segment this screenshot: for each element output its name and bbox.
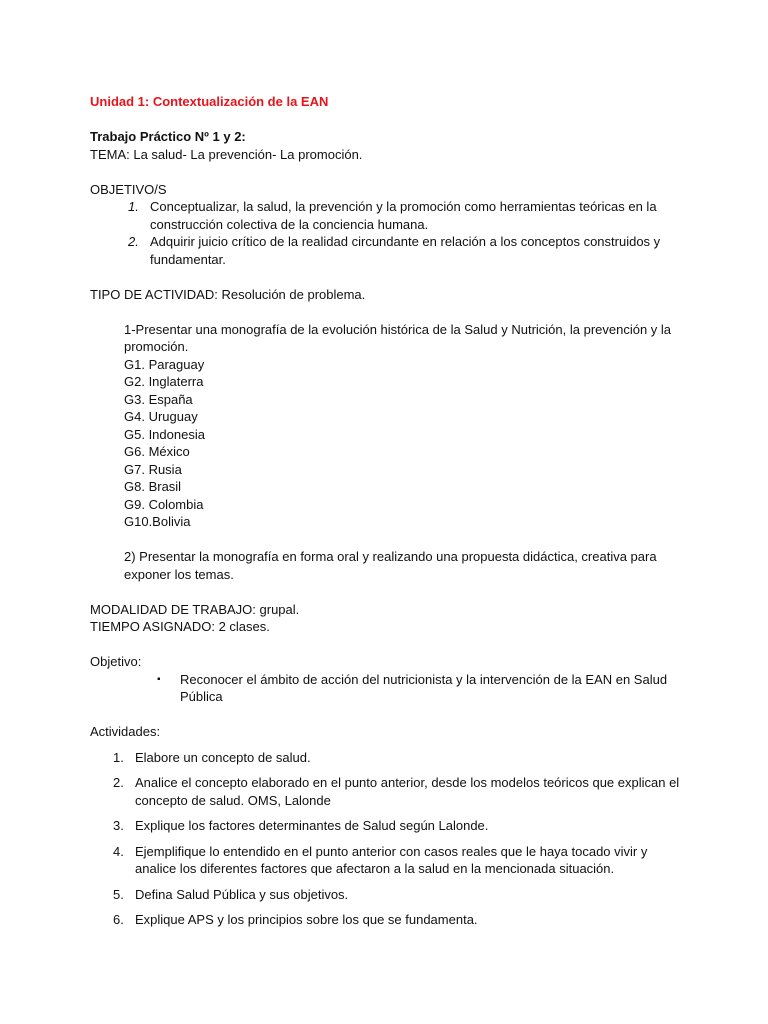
spacer	[90, 303, 690, 321]
objetivos-heading: OBJETIVO/S	[90, 181, 167, 197]
actividad-number: 1.	[113, 749, 124, 765]
unit-title: Unidad 1: Contextualización de la EAN	[90, 94, 329, 109]
group-item: G7. Rusia	[124, 461, 182, 477]
spacer	[90, 741, 690, 749]
actividades-list	[90, 749, 690, 929]
group-item: G10.Bolivia	[124, 514, 191, 529]
actividad-item	[90, 886, 690, 904]
actividades-heading: Actividades:	[90, 724, 161, 739]
spacer	[90, 636, 690, 654]
tiempo: TIEMPO ASIGNADO: 2 clases.	[90, 619, 270, 634]
group-item: G6. México	[124, 444, 190, 459]
spacer	[90, 706, 690, 724]
actividad-number: 5.	[113, 886, 124, 902]
actividad-number: 6.	[113, 912, 124, 927]
modalidad: MODALIDAD DE TRABAJO: grupal.	[90, 601, 300, 617]
group-item: G5. Indonesia	[124, 426, 205, 442]
spacer	[90, 583, 690, 601]
spacer	[124, 531, 690, 549]
objetivo-item	[90, 233, 690, 268]
actividad-item	[90, 774, 690, 809]
actividad-item	[90, 749, 690, 767]
objetivo-item	[90, 198, 690, 233]
task-block	[90, 321, 690, 584]
actividad-number: 3.	[113, 818, 124, 833]
objetivos-list	[90, 198, 690, 268]
actividad-number: 4.	[113, 843, 124, 859]
actividad-text: Explique APS y los principios sobre los que se fundamenta.	[135, 912, 478, 927]
actividad-text: Defina Salud Pública y sus objetivos.	[135, 886, 349, 902]
objetivo2-text: Reconocer el ámbito de acción del nutricionista y la intervención de la EAN en Salud Pública	[180, 671, 668, 704]
tema-line: TEMA: La salud- La prevención- La promoción.	[90, 146, 363, 162]
group-item: G2. Inglaterra	[124, 374, 204, 389]
actividad-text: Analice el concepto elaborado en el punto anterior, desde los modelos teóricos que explican el concepto de salud. OMS, Lalonde	[135, 775, 680, 808]
group-item: G1. Paraguay	[124, 356, 205, 372]
tipo-actividad: TIPO DE ACTIVIDAD: Resolución de problema.	[90, 286, 366, 302]
actividad-text: Elabore un concepto de salud.	[135, 749, 311, 765]
objetivo-text: Adquirir juicio crítico de la realidad circundante en relación a los conceptos construidos y fundamentar.	[150, 234, 661, 267]
spacer	[90, 111, 690, 129]
groups-list	[124, 356, 690, 531]
actividad-item	[90, 843, 690, 878]
spacer	[90, 268, 690, 286]
group-item: G8. Brasil	[124, 479, 182, 494]
objetivo-number: 2.	[128, 234, 139, 249]
objetivo2-item	[90, 671, 690, 706]
square-bullet-icon: ▪	[157, 673, 161, 685]
task-2: 2) Presentar la monografía en forma oral y realizando una propuesta didáctica, creativa para exponer los temas.	[124, 549, 657, 582]
objetivo-number: 1.	[128, 199, 139, 214]
task-1: 1-Presentar una monografía de la evolución histórica de la Salud y Nutrición, la prevención y la promoción.	[124, 321, 672, 354]
document-page	[90, 93, 690, 937]
spacer	[90, 163, 690, 181]
actividad-text: Ejemplifique lo entendido en el punto anterior con casos reales que le haya tocado vivir y analice los diferentes factores que afectaron a la salud en la mencionada situación.	[135, 843, 648, 876]
actividad-number: 2.	[113, 775, 124, 790]
actividad-item	[90, 817, 690, 835]
actividad-item	[90, 911, 690, 929]
group-item: G4. Uruguay	[124, 409, 198, 424]
tp-title: Trabajo Práctico Nº 1 y 2:	[90, 129, 246, 144]
objetivo-text: Conceptualizar, la salud, la prevención y la promoción como herramientas teóricas en la construcción colectiva de la conciencia humana.	[150, 199, 657, 232]
objetivo2-heading: Objetivo:	[90, 654, 142, 669]
group-item: G3. España	[124, 391, 193, 407]
group-item: G9. Colombia	[124, 496, 204, 512]
actividad-text: Explique los factores determinantes de Salud según Lalonde.	[135, 818, 489, 833]
